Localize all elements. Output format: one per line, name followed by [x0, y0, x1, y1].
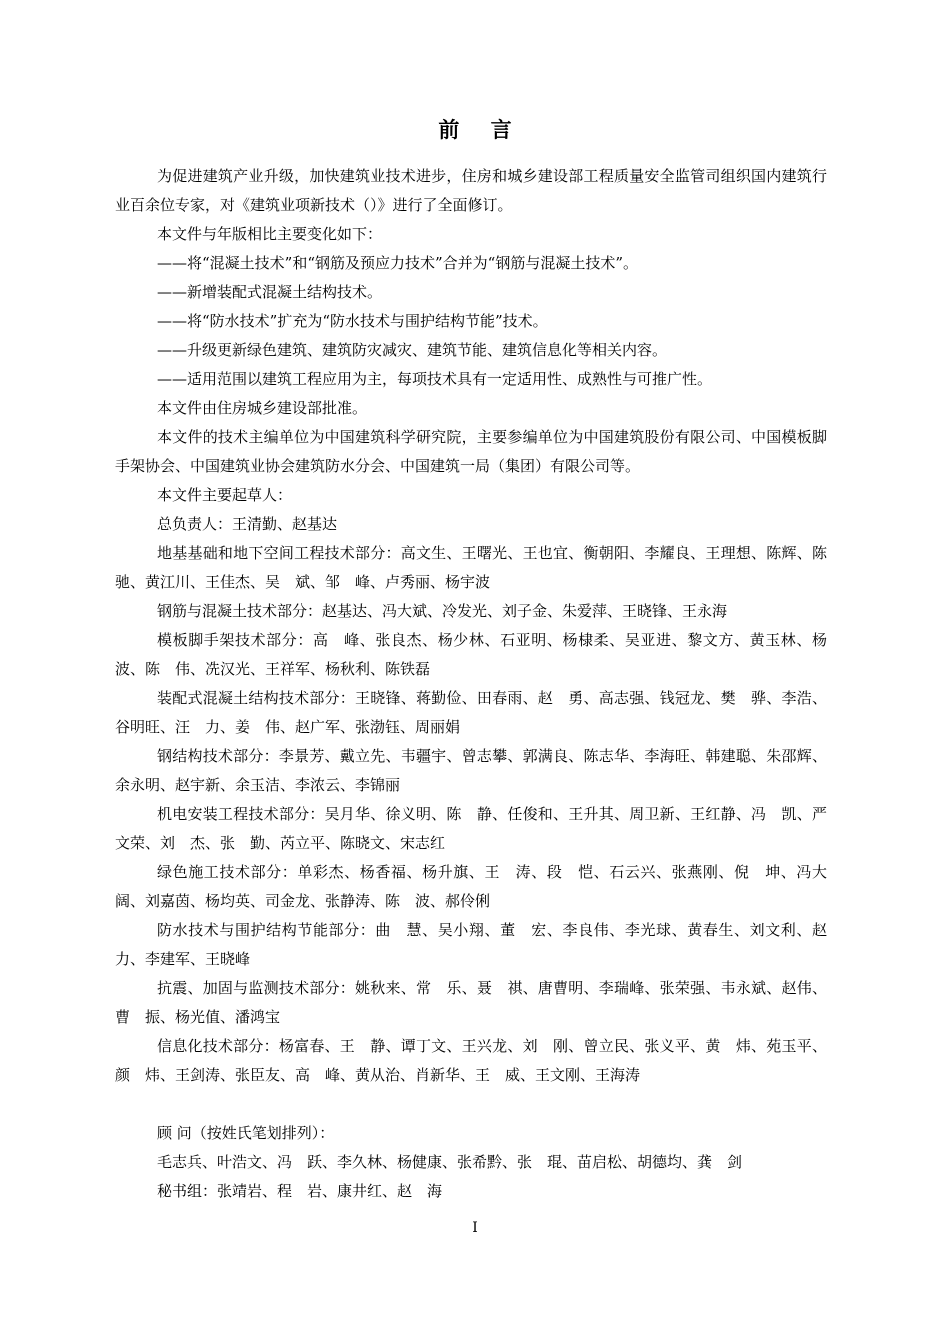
paragraph: ——升级更新绿色建筑、建筑防灾减灾、建筑节能、建筑信息化等相关内容。 — [157, 341, 668, 359]
paragraph: 本文件的技术主编单位为中国建筑科学研究院，主要参编单位为中国建筑股份有限公司、中国模板脚手架协会、中国建筑业协会建筑防水分会、中国建筑一局（集团）有限公司等。 — [115, 428, 827, 475]
preface-body — [115, 162, 843, 1206]
paragraph: 抗震、加固与监测技术部分：姚秋来、常 乐、聂 祺、唐曹明、李瑞峰、张荣强、韦永斌、赵伟、曹 振、杨光值、潘鸿宝 — [115, 979, 827, 1026]
page-title: 前 言 — [438, 117, 524, 142]
paragraph: ——适用范围以建筑工程应用为主，每项技术具有一定适用性、成熟性与可推广性。 — [157, 370, 713, 388]
paragraph: 模板脚手架技术部分：高 峰、张良杰、杨少林、石亚明、杨棣柔、吴亚进、黎文方、黄玉林、杨波、陈 伟、冼汉光、王祥军、杨秋利、陈铁磊 — [115, 631, 827, 678]
paragraph: 地基基础和地下空间工程技术部分：高文生、王曙光、王也宜、衡朝阳、李耀良、王理想、陈辉、陈 驰、黄江川、王佳杰、吴 斌、邹 峰、卢秀丽、杨宇波 — [115, 544, 843, 591]
page-number: I — [472, 1220, 478, 1236]
paragraph: 绿色施工技术部分：单彩杰、杨香福、杨升旗、王 涛、段 恺、石云兴、张燕刚、倪 坤、冯大阔、刘嘉茵、杨均英、司金龙、张静涛、陈 波、郝伶俐 — [115, 863, 827, 910]
paragraph: 总负责人：王清勤、赵基达 — [157, 515, 338, 533]
paragraph: 本文件由住房城乡建设部批准。 — [157, 399, 368, 417]
secretariat-list: 秘书组：张靖岩、程 岩、康井红、赵 海 — [157, 1182, 443, 1200]
paragraph: 机电安装工程技术部分：吴月华、徐义明、陈 静、任俊和、王升其、周卫新、王红静、冯 凯、严文荣、刘 杰、张 勤、芮立平、陈晓文、宋志红 — [115, 805, 827, 852]
advisors-list: 毛志兵、叶浩文、冯 跃、李久林、杨健康、张希黔、张 琨、苗启松、胡德均、龚 剑 — [157, 1153, 743, 1171]
paragraph: 钢结构技术部分：李景芳、戴立先、韦疆宇、曾志攀、郭满良、陈志华、李海旺、韩建聪、朱邵辉、余永明、赵宇新、余玉洁、李浓云、李锦丽 — [115, 747, 827, 794]
paragraph: 装配式混凝土结构技术部分：王晓锋、蒋勤俭、田春雨、赵 勇、高志强、钱冠龙、樊 骅、李浩、谷明旺、汪 力、姜 伟、赵广军、张渤钰、周丽娟 — [115, 689, 827, 736]
paragraph: 为促进建筑产业升级，加快建筑业技术进步，住房和城乡建设部工程质量安全监管司组织国内建筑行业百余位专家，对《建筑业项新技术（）》进行了全面修订。 — [115, 167, 827, 214]
advisors-heading: 顾 问（按姓氏笔划排列）： — [157, 1124, 335, 1142]
paragraph: ——将“防水技术”扩充为“防水技术与围护结构节能”技术。 — [157, 312, 548, 330]
paragraph: ——新增装配式混凝土结构技术。 — [157, 283, 383, 301]
paragraph: ——将“混凝土技术”和“钢筋及预应力技术”合并为“钢筋与混凝土技术”。 — [157, 254, 639, 272]
paragraph: 信息化技术部分：杨富春、王 静、谭丁文、王兴龙、刘 刚、曾立民、张义平、黄 炜、苑玉平、颜 炜、王剑涛、张臣友、高 峰、黄从治、肖新华、王 威、王文刚、王海涛 — [115, 1037, 827, 1084]
paragraph: 防水技术与围护结构节能部分：曲 慧、吴小翔、董 宏、李良伟、李光球、黄春生、刘文利、赵力、李建军、王晓峰 — [115, 921, 827, 968]
paragraph: 本文件与年版相比主要变化如下： — [157, 225, 383, 243]
paragraph: 钢筋与混凝土技术部分：赵基达、冯大斌、冷发光、刘子金、朱爱萍、王晓锋、王永海 — [157, 602, 728, 620]
paragraph: 本文件主要起草人： — [157, 486, 293, 504]
blank-line — [115, 1090, 827, 1119]
